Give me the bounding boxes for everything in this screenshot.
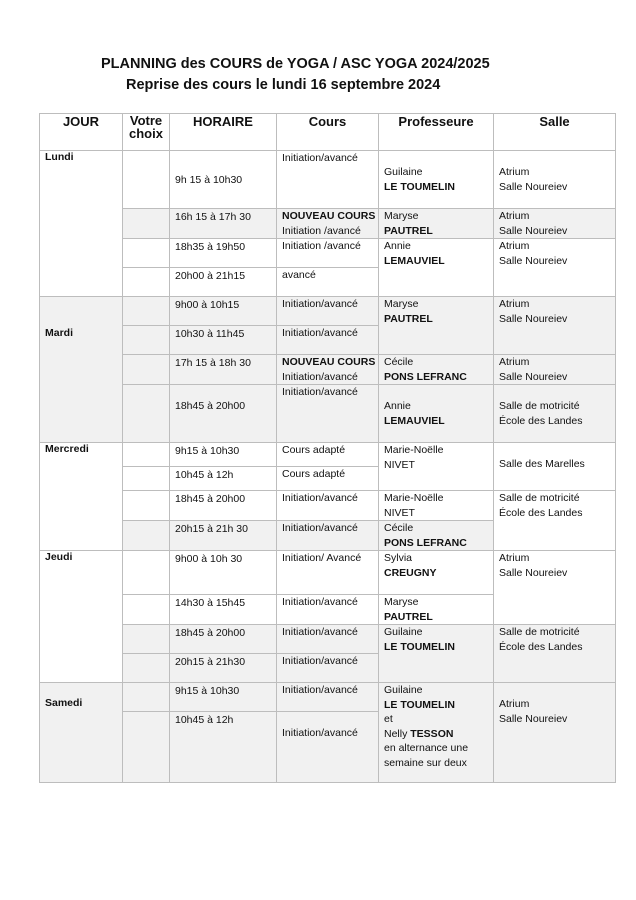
professeure-cell: Guilaine LE TOUMELIN et Nelly TESSON en alternance une semaine sur deux: [379, 683, 494, 783]
horaire-cell: 14h30 à 15h45: [170, 595, 277, 625]
choice-cell[interactable]: [123, 551, 170, 595]
cours-cell: Initiation/avancé: [277, 151, 379, 209]
professeure-cell: Marie-Noëlle NIVET: [379, 443, 494, 491]
choice-cell[interactable]: [123, 326, 170, 355]
salle-cell: Salle de motricité École des Landes: [494, 385, 616, 443]
table-row: [40, 209, 616, 239]
professeure-cell: Maryse PAUTREL: [379, 297, 494, 355]
choice-cell[interactable]: [123, 268, 170, 297]
horaire-cell: 18h45 à 20h00: [170, 625, 277, 654]
choice-cell[interactable]: [123, 355, 170, 385]
horaire-cell: 20h00 à 21h15: [170, 268, 277, 297]
salle-cell: Atrium Salle Noureiev: [494, 209, 616, 239]
professeure-cell: Maryse PAUTREL: [379, 595, 494, 625]
table-row: [40, 385, 616, 443]
salle-cell: Atrium Salle Noureiev: [494, 355, 616, 385]
cours-cell: Initiation/avancé: [277, 654, 379, 683]
professeure-cell: Annie LEMAUVIEL: [379, 385, 494, 443]
day-mardi: Mardi: [40, 297, 123, 443]
salle-cell: Atrium Salle Noureiev: [494, 239, 616, 297]
salle-cell: Atrium Salle Noureiev: [494, 297, 616, 355]
choice-cell[interactable]: [123, 239, 170, 268]
professeure-cell: Cécile PONS LEFRANC: [379, 355, 494, 385]
header-votre-choix: Votre choix: [123, 114, 170, 151]
title-line-2: Reprise des cours le lundi 16 septembre 2024: [126, 77, 441, 93]
choice-cell[interactable]: [123, 521, 170, 551]
cours-cell: NOUVEAU COURS Initiation /avancé: [277, 209, 379, 239]
table-row: [40, 297, 616, 326]
cours-cell: Initiation/avancé: [277, 326, 379, 355]
table-row: [40, 683, 616, 712]
choice-cell[interactable]: [123, 297, 170, 326]
day-mercredi: Mercredi: [40, 443, 123, 551]
header-salle: Salle: [494, 114, 616, 151]
header-row: [40, 114, 616, 151]
choice-cell[interactable]: [123, 625, 170, 654]
cours-cell: Cours adapté: [277, 467, 379, 491]
professeure-cell: Guilaine LE TOUMELIN: [379, 625, 494, 683]
cours-cell: Initiation/ Avancé: [277, 551, 379, 595]
header-jour: JOUR: [40, 114, 123, 151]
horaire-cell: 9h 15 à 10h30: [170, 151, 277, 209]
day-samedi: Samedi: [40, 683, 123, 783]
professeure-cell: Marie-Noëlle NIVET: [379, 491, 494, 521]
schedule-table: [39, 113, 616, 783]
salle-cell: Atrium Salle Noureiev: [494, 551, 616, 625]
choice-cell[interactable]: [123, 654, 170, 683]
table-row: [40, 625, 616, 654]
day-jeudi: Jeudi: [40, 551, 123, 683]
cours-cell: Initiation/avancé: [277, 521, 379, 551]
choice-cell[interactable]: [123, 151, 170, 209]
header-professeure: Professeure: [379, 114, 494, 151]
horaire-cell: 10h45 à 12h: [170, 467, 277, 491]
horaire-cell: 9h00 à 10h 30: [170, 551, 277, 595]
table-row: [40, 355, 616, 385]
cours-cell: Initiation/avancé: [277, 491, 379, 521]
table-row: [40, 491, 616, 521]
horaire-cell: 18h45 à 20h00: [170, 385, 277, 443]
header-horaire: HORAIRE: [170, 114, 277, 151]
professeure-cell: Sylvia CREUGNY: [379, 551, 494, 595]
professeure-cell: Annie LEMAUVIEL: [379, 239, 494, 297]
table-row: [40, 551, 616, 595]
horaire-cell: 17h 15 à 18h 30: [170, 355, 277, 385]
professeure-cell: Cécile PONS LEFRANC: [379, 521, 494, 551]
header-cours: Cours: [277, 114, 379, 151]
salle-cell: Salle de motricité École des Landes: [494, 625, 616, 683]
horaire-cell: 18h45 à 20h00: [170, 491, 277, 521]
salle-cell: Atrium Salle Noureiev: [494, 151, 616, 209]
horaire-cell: 9h15 à 10h30: [170, 443, 277, 467]
cours-cell: NOUVEAU COURS Initiation/avancé: [277, 355, 379, 385]
horaire-cell: 20h15 à 21h 30: [170, 521, 277, 551]
professeure-cell: Maryse PAUTREL: [379, 209, 494, 239]
cours-cell: Initiation/avancé: [277, 712, 379, 783]
choice-cell[interactable]: [123, 491, 170, 521]
choice-cell[interactable]: [123, 385, 170, 443]
document-title: [0, 54, 636, 96]
table-row: [40, 239, 616, 268]
title-line-1: PLANNING des COURS de YOGA / ASC YOGA 2024/2025: [101, 56, 490, 72]
cours-cell: Initiation/avancé: [277, 385, 379, 443]
professeure-cell: Guilaine LE TOUMELIN: [379, 151, 494, 209]
salle-cell: Salle de motricité École des Landes: [494, 491, 616, 551]
cours-cell: Initiation/avancé: [277, 595, 379, 625]
choice-cell[interactable]: [123, 595, 170, 625]
cours-cell: Initiation/avancé: [277, 297, 379, 326]
salle-cell: Salle des Marelles: [494, 443, 616, 491]
choice-cell[interactable]: [123, 683, 170, 712]
choice-cell[interactable]: [123, 467, 170, 491]
horaire-cell: 10h45 à 12h: [170, 712, 277, 783]
cours-cell: Initiation/avancé: [277, 683, 379, 712]
cours-cell: avancé: [277, 268, 379, 297]
horaire-cell: 16h 15 à 17h 30: [170, 209, 277, 239]
table-row: [40, 443, 616, 467]
choice-cell[interactable]: [123, 443, 170, 467]
day-lundi: Lundi: [40, 151, 123, 297]
horaire-cell: 18h35 à 19h50: [170, 239, 277, 268]
table-row: [40, 151, 616, 209]
choice-cell[interactable]: [123, 209, 170, 239]
cours-cell: Initiation /avancé: [277, 239, 379, 268]
cours-cell: Initiation/avancé: [277, 625, 379, 654]
horaire-cell: 10h30 à 11h45: [170, 326, 277, 355]
choice-cell[interactable]: [123, 712, 170, 783]
salle-cell: Atrium Salle Noureiev: [494, 683, 616, 783]
horaire-cell: 20h15 à 21h30: [170, 654, 277, 683]
cours-cell: Cours adapté: [277, 443, 379, 467]
horaire-cell: 9h00 à 10h15: [170, 297, 277, 326]
horaire-cell: 9h15 à 10h30: [170, 683, 277, 712]
